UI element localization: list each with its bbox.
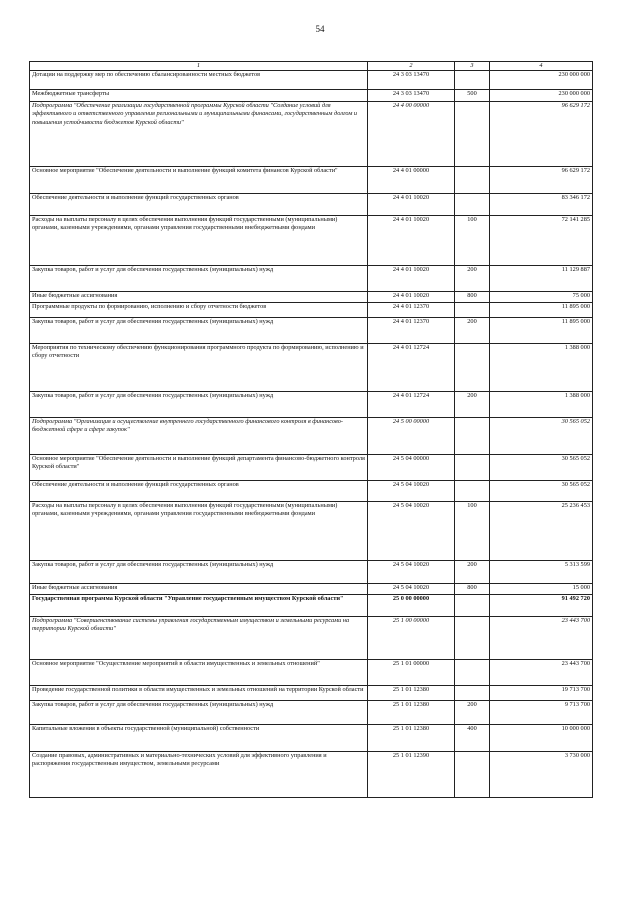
row-name: Капитальные вложения в объекты государственной (муниципальной) собственности [30, 725, 368, 752]
row-name: Основное мероприятие "Обеспечение деятельности и выполнение функций комитета финансов Курской области" [30, 167, 368, 194]
row-amount: 30 565 052 [490, 418, 593, 455]
row-name: Межбюджетные трансферты [30, 90, 368, 102]
row-type: 100 [455, 216, 490, 266]
table-row [30, 292, 593, 303]
row-code: 25 1 01 12380 [368, 701, 455, 725]
table-row [30, 455, 593, 481]
budget-table [29, 61, 593, 798]
row-name: Подпрограмма "Организация и осуществление внутреннего государственного финансового контроля в финансово-бюджетной сфере и сфере закупок" [30, 418, 368, 455]
table-row [30, 584, 593, 595]
row-code: 25 1 01 12390 [368, 752, 455, 798]
row-name: Подпрограмма "Совершенствование системы управления государственным имуществом и земельными ресурсами на территории Курской области" [30, 617, 368, 660]
row-name: Основное мероприятие "Обеспечение деятельности и выполнение функций департамента финансово-бюджетного контроля Курской области" [30, 455, 368, 481]
row-name: Расходы на выплаты персоналу в целях обеспечения выполнения функций государственными (муниципальными) органами, казенными учреждениями, органами управления государственными внебюджетными фондами [30, 216, 368, 266]
table-row [30, 481, 593, 502]
header-col-1: 1 [30, 62, 368, 71]
row-code: 25 1 01 12380 [368, 725, 455, 752]
row-amount: 19 713 700 [490, 686, 593, 701]
table-row [30, 266, 593, 292]
row-amount: 75 000 [490, 292, 593, 303]
table-header-row [30, 62, 593, 71]
row-name: Мероприятия по техническому обеспечению функционирования программного продукта по формированию, исполнению и сбору отчетности [30, 344, 368, 392]
row-amount: 30 565 052 [490, 481, 593, 502]
row-name: Проведение государственной политики в области имущественных и земельных отношений на территории Курской области [30, 686, 368, 701]
row-name: Иные бюджетные ассигнования [30, 292, 368, 303]
table-row [30, 216, 593, 266]
table-row [30, 90, 593, 102]
row-amount: 1 388 000 [490, 344, 593, 392]
row-amount: 83 346 172 [490, 194, 593, 216]
row-code: 24 5 04 10020 [368, 481, 455, 502]
row-code: 24 5 04 00000 [368, 455, 455, 481]
row-type: 800 [455, 584, 490, 595]
row-amount: 96 629 172 [490, 102, 593, 167]
table-row [30, 725, 593, 752]
row-code: 24 5 04 10020 [368, 561, 455, 584]
row-type [455, 303, 490, 318]
row-type [455, 686, 490, 701]
row-amount: 1 388 000 [490, 392, 593, 418]
row-name: Программные продукты по формированию, исполнению и сбору отчетности бюджетов [30, 303, 368, 318]
row-amount: 9 713 700 [490, 701, 593, 725]
row-code: 24 4 01 10020 [368, 292, 455, 303]
row-code: 24 5 04 10020 [368, 502, 455, 561]
row-code: 25 1 00 00000 [368, 617, 455, 660]
page-number: 54 [315, 24, 325, 34]
row-amount: 3 730 000 [490, 752, 593, 798]
row-code: 24 4 01 10020 [368, 266, 455, 292]
row-code: 24 4 01 12370 [368, 303, 455, 318]
table-row [30, 561, 593, 584]
row-name: Дотации на поддержку мер по обеспечению сбалансированности местных бюджетов [30, 71, 368, 90]
row-name: Подпрограмма "Обеспечение реализации государственной программы Курской области "Создание условий для эффективного и ответственного управления региональными и муниципальными финансами, государственным долгом и повышения устойчивости бюджетов Курской области" [30, 102, 368, 167]
table-row [30, 502, 593, 561]
row-code: 24 4 01 12370 [368, 318, 455, 344]
row-amount: 23 443 700 [490, 660, 593, 686]
row-name: Основное мероприятие "Осуществление мероприятий в области имущественных и земельных отношений" [30, 660, 368, 686]
row-name: Создание правовых, административных и материально-технических условий для эффективного управления и распоряжения государственным имуществом, земельными ресурсами [30, 752, 368, 798]
row-name: Расходы на выплаты персоналу в целях обеспечения выполнения функций государственными (муниципальными) органами, казенными учреждениями, органами управления государственными внебюджетными фондами [30, 502, 368, 561]
table-row [30, 102, 593, 167]
table-row [30, 418, 593, 455]
row-type [455, 167, 490, 194]
table-row [30, 303, 593, 318]
header-col-4: 4 [490, 62, 593, 71]
row-name: Закупка товаров, работ и услуг для обеспечения государственных (муниципальных) нужд [30, 701, 368, 725]
row-type: 100 [455, 502, 490, 561]
row-type [455, 660, 490, 686]
row-type [455, 71, 490, 90]
row-type: 200 [455, 318, 490, 344]
row-type [455, 344, 490, 392]
row-name: Государственная программа Курской области "Управление государственным имуществом Курской области" [30, 595, 368, 617]
row-amount: 230 000 000 [490, 71, 593, 90]
row-code: 24 3 03 13470 [368, 90, 455, 102]
row-type: 200 [455, 701, 490, 725]
table-row [30, 318, 593, 344]
row-amount: 10 000 000 [490, 725, 593, 752]
row-type [455, 102, 490, 167]
row-name: Закупка товаров, работ и услуг для обеспечения государственных (муниципальных) нужд [30, 318, 368, 344]
row-amount: 11 895 000 [490, 318, 593, 344]
row-amount: 30 565 052 [490, 455, 593, 481]
table-row [30, 344, 593, 392]
row-name: Закупка товаров, работ и услуг для обеспечения государственных (муниципальных) нужд [30, 266, 368, 292]
row-type [455, 418, 490, 455]
row-type [455, 481, 490, 502]
row-code: 25 0 00 00000 [368, 595, 455, 617]
table-row [30, 392, 593, 418]
row-name: Иные бюджетные ассигнования [30, 584, 368, 595]
row-type [455, 752, 490, 798]
row-name: Закупка товаров, работ и услуг для обеспечения государственных (муниципальных) нужд [30, 561, 368, 584]
row-amount: 25 236 453 [490, 502, 593, 561]
row-type: 400 [455, 725, 490, 752]
header-col-3: 3 [455, 62, 490, 71]
row-type: 200 [455, 392, 490, 418]
row-name: Обеспечение деятельности и выполнение функций государственных органов [30, 481, 368, 502]
table-row [30, 194, 593, 216]
row-amount: 5 313 599 [490, 561, 593, 584]
row-code: 25 1 01 00000 [368, 660, 455, 686]
row-amount: 15 000 [490, 584, 593, 595]
row-amount: 96 629 172 [490, 167, 593, 194]
row-type [455, 595, 490, 617]
row-code: 25 1 01 12380 [368, 686, 455, 701]
table-row [30, 752, 593, 798]
row-type [455, 455, 490, 481]
row-name: Обеспечение деятельности и выполнение функций государственных органов [30, 194, 368, 216]
row-type: 200 [455, 266, 490, 292]
row-type: 800 [455, 292, 490, 303]
table-row [30, 167, 593, 194]
row-type: 500 [455, 90, 490, 102]
row-type: 200 [455, 561, 490, 584]
row-code: 24 4 00 00000 [368, 102, 455, 167]
table-row [30, 71, 593, 90]
row-code: 24 4 01 00000 [368, 167, 455, 194]
table-row [30, 660, 593, 686]
table-row [30, 701, 593, 725]
row-amount: 11 895 000 [490, 303, 593, 318]
row-code: 24 5 00 00000 [368, 418, 455, 455]
row-code: 24 3 03 13470 [368, 71, 455, 90]
row-amount: 230 000 000 [490, 90, 593, 102]
row-amount: 11 129 887 [490, 266, 593, 292]
row-amount: 91 492 720 [490, 595, 593, 617]
table-row [30, 595, 593, 617]
row-amount: 72 141 285 [490, 216, 593, 266]
row-code: 24 4 01 12724 [368, 392, 455, 418]
table-row [30, 617, 593, 660]
row-code: 24 4 01 12724 [368, 344, 455, 392]
row-type [455, 194, 490, 216]
row-code: 24 5 04 10020 [368, 584, 455, 595]
header-col-2: 2 [368, 62, 455, 71]
row-code: 24 4 01 10020 [368, 216, 455, 266]
row-amount: 23 443 700 [490, 617, 593, 660]
row-type [455, 617, 490, 660]
row-code: 24 4 01 10020 [368, 194, 455, 216]
row-name: Закупка товаров, работ и услуг для обеспечения государственных (муниципальных) нужд [30, 392, 368, 418]
table-row [30, 686, 593, 701]
